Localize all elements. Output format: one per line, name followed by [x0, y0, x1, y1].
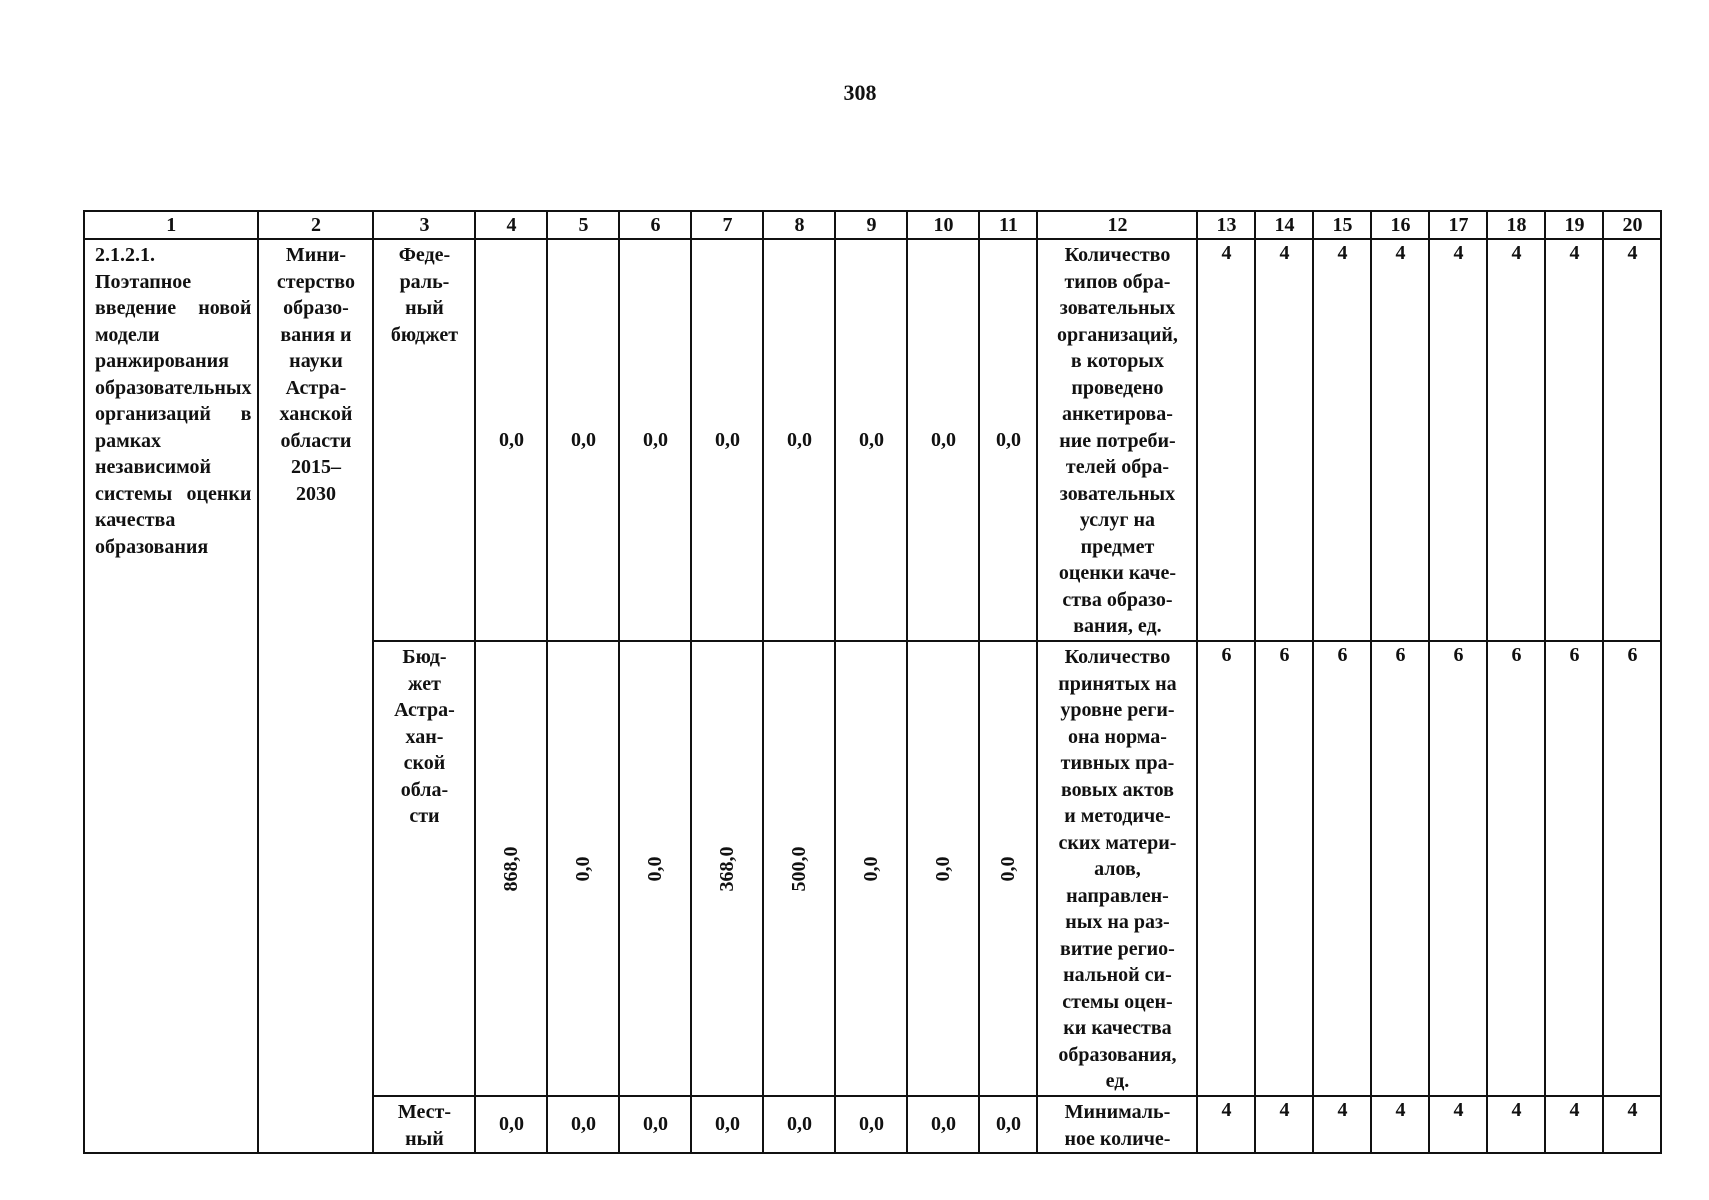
rotated-value: 368,0 — [716, 846, 739, 891]
header-cell: 20 — [1603, 211, 1661, 239]
header-cell: 18 — [1487, 211, 1545, 239]
target-cell: 6 — [1255, 641, 1313, 1096]
value-cell: 0,0 — [979, 1096, 1037, 1153]
value-cell — [475, 641, 547, 1096]
rotated-value: 0,0 — [997, 856, 1020, 881]
target-cell: 4 — [1371, 1096, 1429, 1153]
header-cell: 9 — [835, 211, 907, 239]
header-cell: 1 — [84, 211, 258, 239]
source-cell: Феде- раль- ный бюджет — [373, 239, 475, 641]
header-cell: 10 — [907, 211, 979, 239]
value-cell — [979, 641, 1037, 1096]
value-cell: 0,0 — [835, 239, 907, 641]
target-cell: 6 — [1313, 641, 1371, 1096]
measure-cell: 2.1.2.1. Поэтапное введение новой модели ранжирования образовательных организаций в рамках независимой системы оценки качества образования — [84, 239, 258, 1153]
rotated-value: 0,0 — [572, 856, 595, 881]
target-cell: 4 — [1255, 1096, 1313, 1153]
indicator-cell: Количество принятых на уровне реги- она норма- тивных пра- вовых актов и методиче- ских матери- алов, направлен- ных на раз- витие регио- нальной си- стемы оцен- ки качества образования, ед. — [1037, 641, 1197, 1096]
target-cell: 6 — [1545, 641, 1603, 1096]
value-cell: 0,0 — [619, 239, 691, 641]
target-cell: 6 — [1371, 641, 1429, 1096]
value-cell: 0,0 — [475, 239, 547, 641]
header-cell: 7 — [691, 211, 763, 239]
value-cell: 0,0 — [619, 1096, 691, 1153]
target-cell: 4 — [1313, 239, 1371, 641]
rotated-value: 0,0 — [932, 856, 955, 881]
target-cell: 6 — [1429, 641, 1487, 1096]
value-cell: 0,0 — [835, 1096, 907, 1153]
value-cell — [691, 641, 763, 1096]
header-cell: 6 — [619, 211, 691, 239]
target-cell: 4 — [1429, 1096, 1487, 1153]
header-cell: 11 — [979, 211, 1037, 239]
target-cell: 4 — [1487, 1096, 1545, 1153]
target-cell: 6 — [1487, 641, 1545, 1096]
executor-cell: Мини- стерство образо- вания и науки Астра- ханской области 2015– 2030 — [258, 239, 373, 1153]
value-cell: 0,0 — [691, 1096, 763, 1153]
header-cell: 15 — [1313, 211, 1371, 239]
header-cell: 19 — [1545, 211, 1603, 239]
value-cell: 0,0 — [547, 1096, 619, 1153]
value-cell: 0,0 — [691, 239, 763, 641]
target-cell: 4 — [1197, 239, 1255, 641]
rotated-value: 868,0 — [500, 846, 523, 891]
target-cell: 4 — [1255, 239, 1313, 641]
value-cell — [619, 641, 691, 1096]
value-cell: 0,0 — [979, 239, 1037, 641]
source-cell: Бюд- жет Астра- хан- ской обла- сти — [373, 641, 475, 1096]
header-cell: 8 — [763, 211, 835, 239]
value-cell: 0,0 — [763, 1096, 835, 1153]
target-cell: 4 — [1197, 1096, 1255, 1153]
target-cell: 4 — [1371, 239, 1429, 641]
header-cell: 4 — [475, 211, 547, 239]
target-cell: 4 — [1603, 239, 1661, 641]
value-cell: 0,0 — [475, 1096, 547, 1153]
target-cell: 4 — [1487, 239, 1545, 641]
target-cell: 6 — [1603, 641, 1661, 1096]
header-cell: 5 — [547, 211, 619, 239]
target-cell: 6 — [1197, 641, 1255, 1096]
target-cell: 4 — [1429, 239, 1487, 641]
target-cell: 4 — [1545, 239, 1603, 641]
indicator-cell: Минималь- ное количе- — [1037, 1096, 1197, 1153]
header-row — [84, 211, 1661, 239]
source-cell: Мест- ный — [373, 1096, 475, 1153]
value-cell: 0,0 — [547, 239, 619, 641]
value-cell — [547, 641, 619, 1096]
value-cell: 0,0 — [763, 239, 835, 641]
value-cell — [907, 641, 979, 1096]
indicator-cell: Количество типов обра- зовательных организаций, в которых проведено анкетирова- ние потреби- телей обра- зовательных услуг на предмет оценки каче- ства образо- вания, ед. — [1037, 239, 1197, 641]
program-table — [83, 210, 1662, 1154]
target-cell: 4 — [1603, 1096, 1661, 1153]
page-number: 308 — [843, 80, 877, 105]
header-cell: 3 — [373, 211, 475, 239]
value-cell — [763, 641, 835, 1096]
header-cell: 13 — [1197, 211, 1255, 239]
header-cell: 12 — [1037, 211, 1197, 239]
header-cell: 17 — [1429, 211, 1487, 239]
value-cell — [835, 641, 907, 1096]
table-row-federal — [84, 239, 1661, 641]
rotated-value: 0,0 — [644, 856, 667, 881]
target-cell: 4 — [1545, 1096, 1603, 1153]
rotated-value: 500,0 — [788, 846, 811, 891]
header-cell: 2 — [258, 211, 373, 239]
target-cell: 4 — [1313, 1096, 1371, 1153]
rotated-value: 0,0 — [860, 856, 883, 881]
value-cell: 0,0 — [907, 1096, 979, 1153]
value-cell: 0,0 — [907, 239, 979, 641]
header-cell: 14 — [1255, 211, 1313, 239]
header-cell: 16 — [1371, 211, 1429, 239]
